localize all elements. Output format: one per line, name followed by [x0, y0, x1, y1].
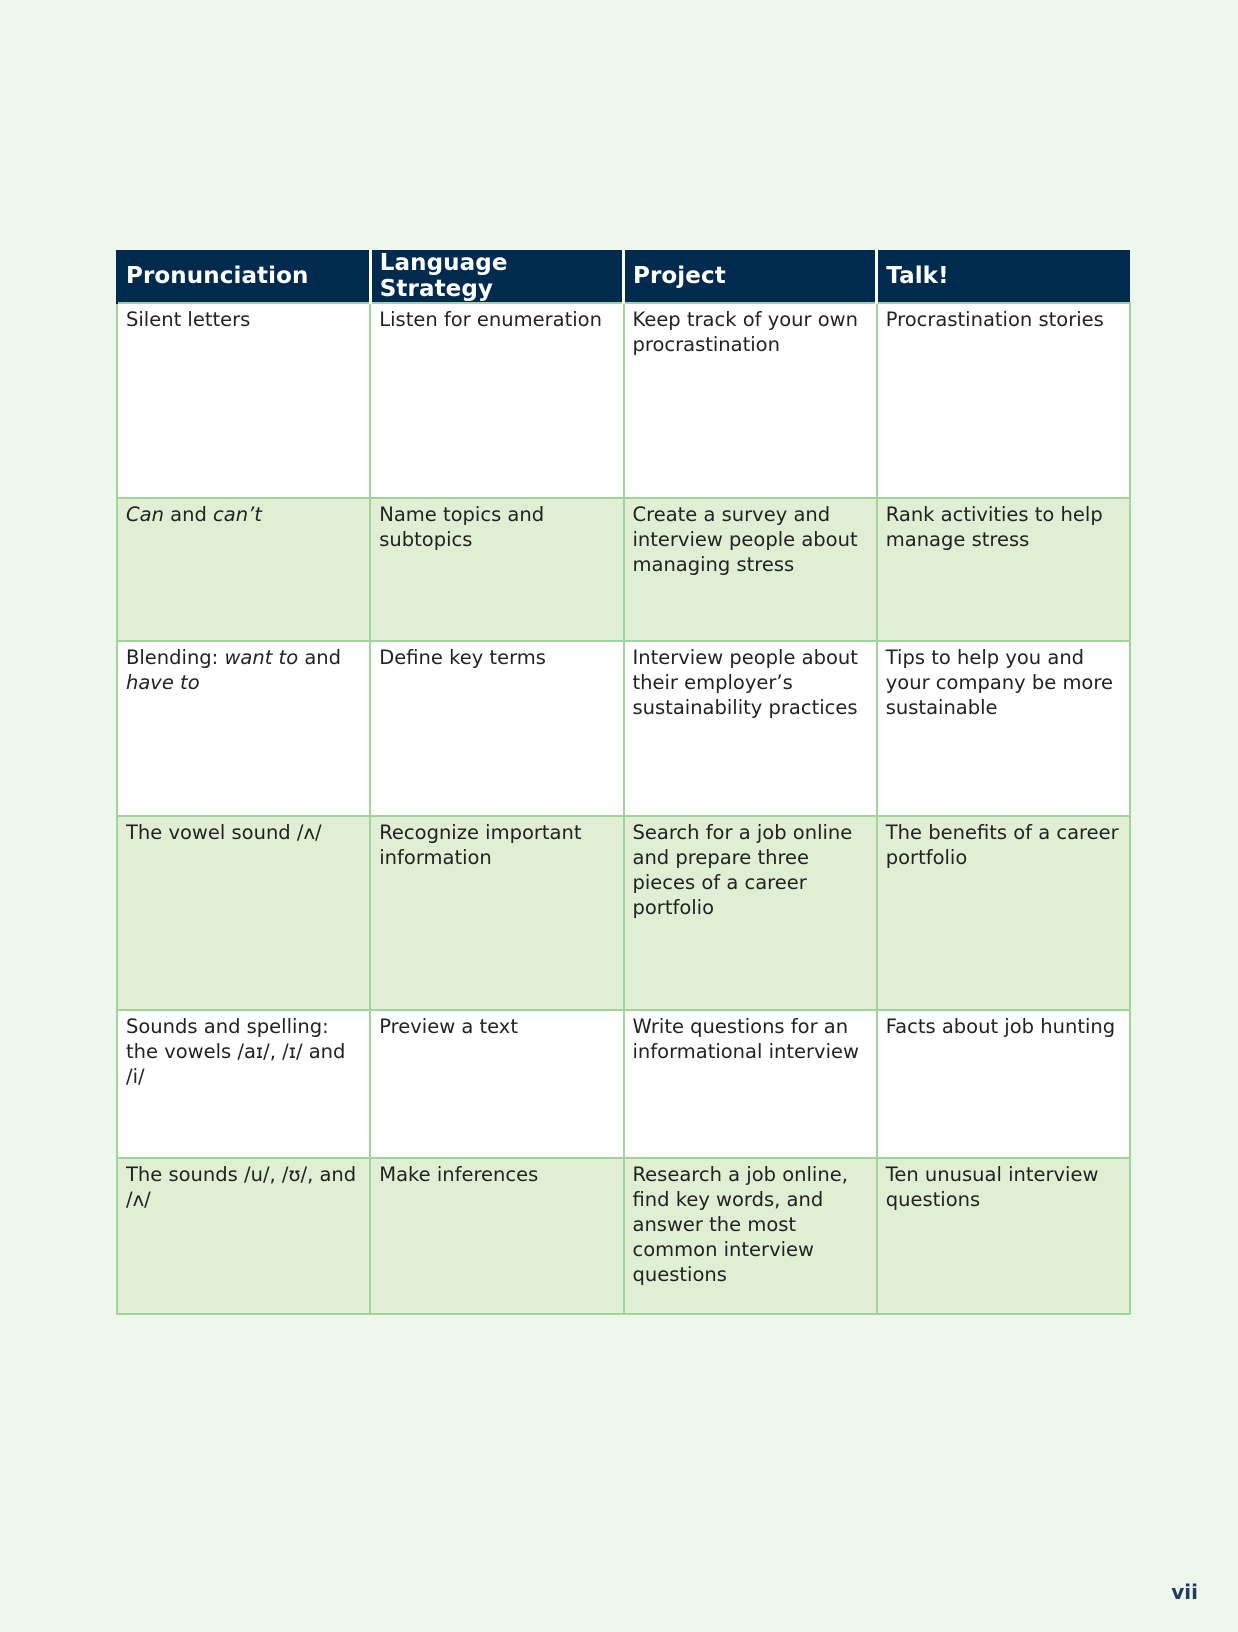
plain-text: and	[298, 646, 342, 669]
cell-language-strategy: Listen for enumeration	[370, 303, 623, 498]
cell-talk: Ten unusual interview questions	[877, 1158, 1130, 1314]
italic-term: want to	[224, 646, 299, 669]
cell-talk: Rank activities to help manage stress	[877, 498, 1130, 641]
column-header-language-strategy: Language Strategy	[370, 250, 623, 303]
italic-term: have to	[126, 671, 200, 694]
page-number: vii	[1171, 1580, 1198, 1604]
table-header-row	[117, 250, 1130, 303]
cell-talk: Tips to help you and your company be more sustainable	[877, 641, 1130, 816]
cell-pronunciation	[117, 641, 370, 816]
italic-term: Can	[126, 503, 164, 526]
cell-project: Search for a job online and prepare three pieces of a career portfolio	[624, 816, 877, 1010]
cell-pronunciation: Sounds and spelling: the vowels /aɪ/, /ɪ/ and /i/	[117, 1010, 370, 1158]
column-header-pronunciation: Pronunciation	[117, 250, 370, 303]
table-row	[117, 498, 1130, 641]
cell-project: Write questions for an informational interview	[624, 1010, 877, 1158]
cell-project: Research a job online, find key words, and answer the most common interview questions	[624, 1158, 877, 1314]
cell-pronunciation: Silent letters	[117, 303, 370, 498]
cell-talk: Procrastination stories	[877, 303, 1130, 498]
cell-language-strategy: Define key terms	[370, 641, 623, 816]
scope-and-sequence-table	[116, 250, 1131, 1315]
table-row	[117, 303, 1130, 498]
cell-talk: The benefits of a career portfolio	[877, 816, 1130, 1010]
table-row	[117, 816, 1130, 1010]
plain-text: Blending:	[126, 646, 225, 669]
table-row	[117, 641, 1130, 816]
column-header-project: Project	[624, 250, 877, 303]
column-header-talk: Talk!	[877, 250, 1130, 303]
cell-talk: Facts about job hunting	[877, 1010, 1130, 1158]
cell-language-strategy: Name topics and subtopics	[370, 498, 623, 641]
cell-language-strategy: Recognize important information	[370, 816, 623, 1010]
cell-project: Create a survey and interview people about managing stress	[624, 498, 877, 641]
cell-language-strategy: Make inferences	[370, 1158, 623, 1314]
cell-pronunciation: The sounds /u/, /ʊ/, and /ʌ/	[117, 1158, 370, 1314]
cell-project: Keep track of your own procrastination	[624, 303, 877, 498]
italic-term: can’t	[213, 503, 262, 526]
table-row	[117, 1158, 1130, 1314]
cell-pronunciation: The vowel sound /ʌ/	[117, 816, 370, 1010]
cell-pronunciation	[117, 498, 370, 641]
cell-language-strategy: Preview a text	[370, 1010, 623, 1158]
cell-project: Interview people about their employer’s sustainability practices	[624, 641, 877, 816]
plain-text: and	[163, 503, 214, 526]
table-row	[117, 1010, 1130, 1158]
